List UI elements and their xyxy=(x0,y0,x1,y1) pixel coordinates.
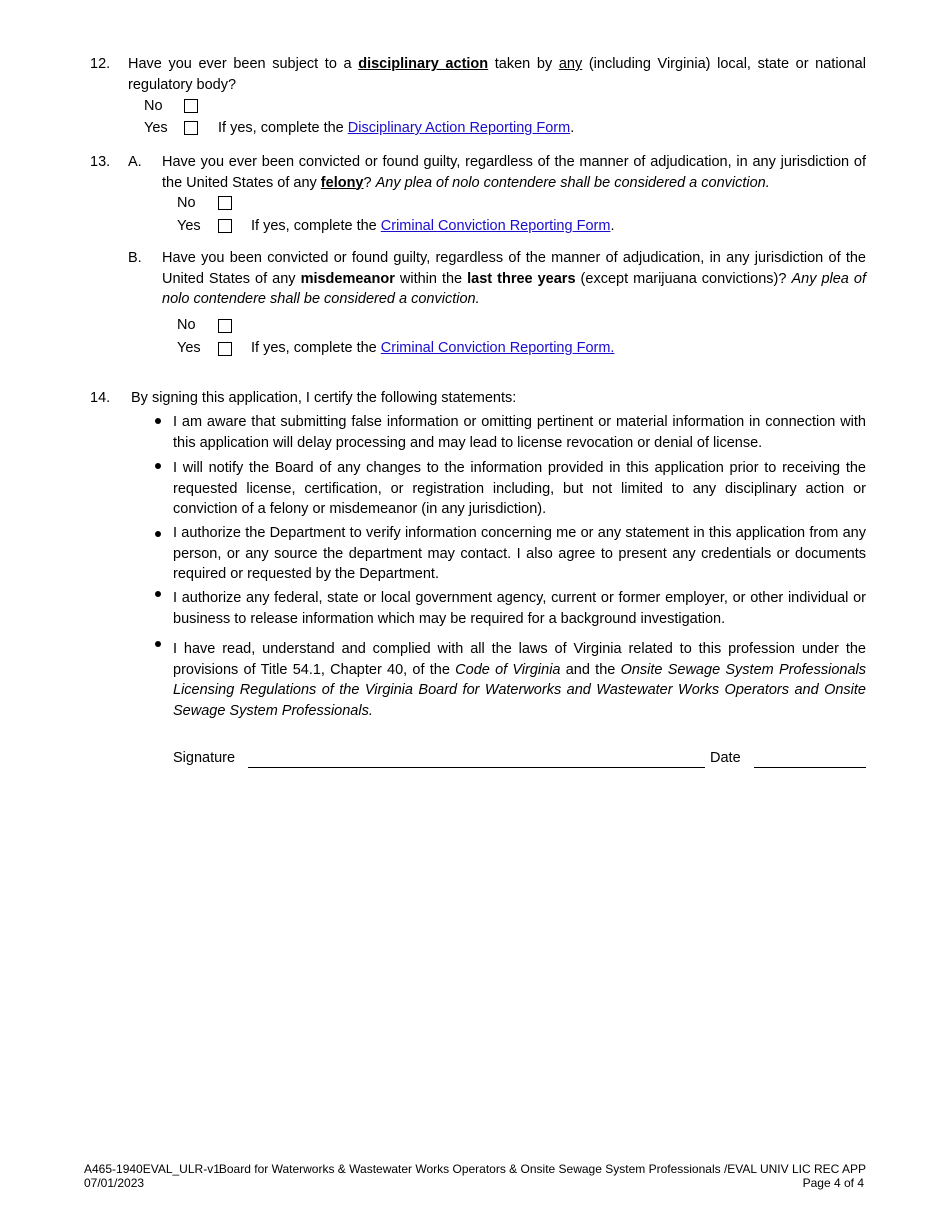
signature-label: Signature xyxy=(173,750,236,766)
certification-statement-3: I authorize the Department to verify information concerning me or any statement in this application from any person, or any source the department may contact. I also agree to present any credentials or documents required or requested by the Department. xyxy=(173,525,866,582)
q13-number: 13. xyxy=(90,154,111,170)
footer-page-number: Page 4 of 4 xyxy=(802,1176,864,1190)
q13a-felony-term: felony xyxy=(320,174,364,191)
bullet-dot-4 xyxy=(155,591,161,597)
bullet-dot-3 xyxy=(155,531,161,537)
q12-no-checkbox[interactable] xyxy=(184,99,198,113)
q13b-no-checkbox[interactable] xyxy=(218,319,232,333)
certification-statement-5: I have read, understand and complied with all the laws of Virginia related to this profession under the provisions of Title 54.1, Chapter 40, of the Code of Virginia and the Onsite Sewage System Professionals Licensing Regulations of the Virginia Board for Waterworks and Wastewater Works Operators and Onsite Sewage System Professionals. xyxy=(173,641,866,719)
q13b-question: Have you been convicted or found guilty, regardless of the manner of adjudication, in any jurisdiction of the United States of any misdemeanor within the last three years (except marijuana convictions)? Any plea of nolo contendere shall be considered a conviction. xyxy=(162,250,866,307)
disciplinary-action-form-link[interactable]: Disciplinary Action Reporting Form xyxy=(347,120,571,136)
q13b-misdemeanor-term: misdemeanor xyxy=(300,270,395,287)
q13a-no-checkbox[interactable] xyxy=(218,196,232,210)
q13a-yes-instruction: If yes, complete the Criminal Conviction Reporting Form. xyxy=(251,218,615,234)
certification-statement-1: I am aware that submitting false information or omitting pertinent or material information in connection with this application will delay processing and may lead to license revocation or denial of license. xyxy=(173,414,866,451)
q12-yes-instruction: If yes, complete the Disciplinary Action Reporting Form. xyxy=(218,120,575,136)
q12-no-label: No xyxy=(144,98,163,114)
q13a-yes-label: Yes xyxy=(177,218,201,234)
q13a-question: Have you ever been convicted or found guilty, regardless of the manner of adjudication, in any jurisdiction of the United States of any felony? Any plea of nolo contendere shall be considered a conviction. xyxy=(162,154,866,191)
signature-line[interactable] xyxy=(248,767,705,768)
date-line[interactable] xyxy=(754,767,866,768)
certification-statement-2: I will notify the Board of any changes to the information provided in this application prior to receiving the requested license, certification, or registration including, but not limited to any disciplinary action or conviction of a felony or misdemeanor (in any jurisdiction). xyxy=(173,460,866,517)
q12-disciplinary-action-term: disciplinary action xyxy=(358,56,489,72)
q13b-yes-instruction: If yes, complete the Criminal Conviction Reporting Form. xyxy=(251,340,615,356)
q12-number: 12. xyxy=(90,56,111,72)
q12-yes-label: Yes xyxy=(144,120,168,136)
bullet-dot-2 xyxy=(155,463,161,469)
criminal-conviction-form-link-b[interactable]: Criminal Conviction Reporting Form. xyxy=(380,340,615,356)
q14-number: 14. xyxy=(90,390,111,406)
q13b-yes-label: Yes xyxy=(177,340,201,356)
bullet-dot-5 xyxy=(155,641,161,647)
q13a-no-label: No xyxy=(177,195,196,211)
q13b-yes-checkbox[interactable] xyxy=(218,342,232,356)
bullet-dot-1 xyxy=(155,418,161,424)
q13b-letter: B. xyxy=(128,250,142,266)
q12-question: Have you ever been subject to a disciplinary action taken by any (including Virginia) local, state or national regulatory body? xyxy=(128,56,866,93)
date-label: Date xyxy=(710,750,741,766)
footer-form-date: 07/01/2023 xyxy=(84,1176,145,1190)
q13a-yes-checkbox[interactable] xyxy=(218,219,232,233)
q12-yes-checkbox[interactable] xyxy=(184,121,198,135)
q13a-letter: A. xyxy=(128,154,142,170)
q13b-no-label: No xyxy=(177,317,196,333)
criminal-conviction-form-link-a[interactable]: Criminal Conviction Reporting Form xyxy=(380,218,611,234)
certification-statement-4: I authorize any federal, state or local government agency, current or former employer, or other individual or business to release information which may be required for a background investigation. xyxy=(173,590,866,627)
q14-intro: By signing this application, I certify the following statements: xyxy=(131,390,517,406)
footer-form-code: A465-1940EVAL_ULR-v1 xyxy=(84,1162,220,1176)
footer-board-text: Board for Waterworks & Wastewater Works Operators & Onsite Sewage System Professionals /EVAL UNIV LIC REC APP xyxy=(218,1162,866,1176)
